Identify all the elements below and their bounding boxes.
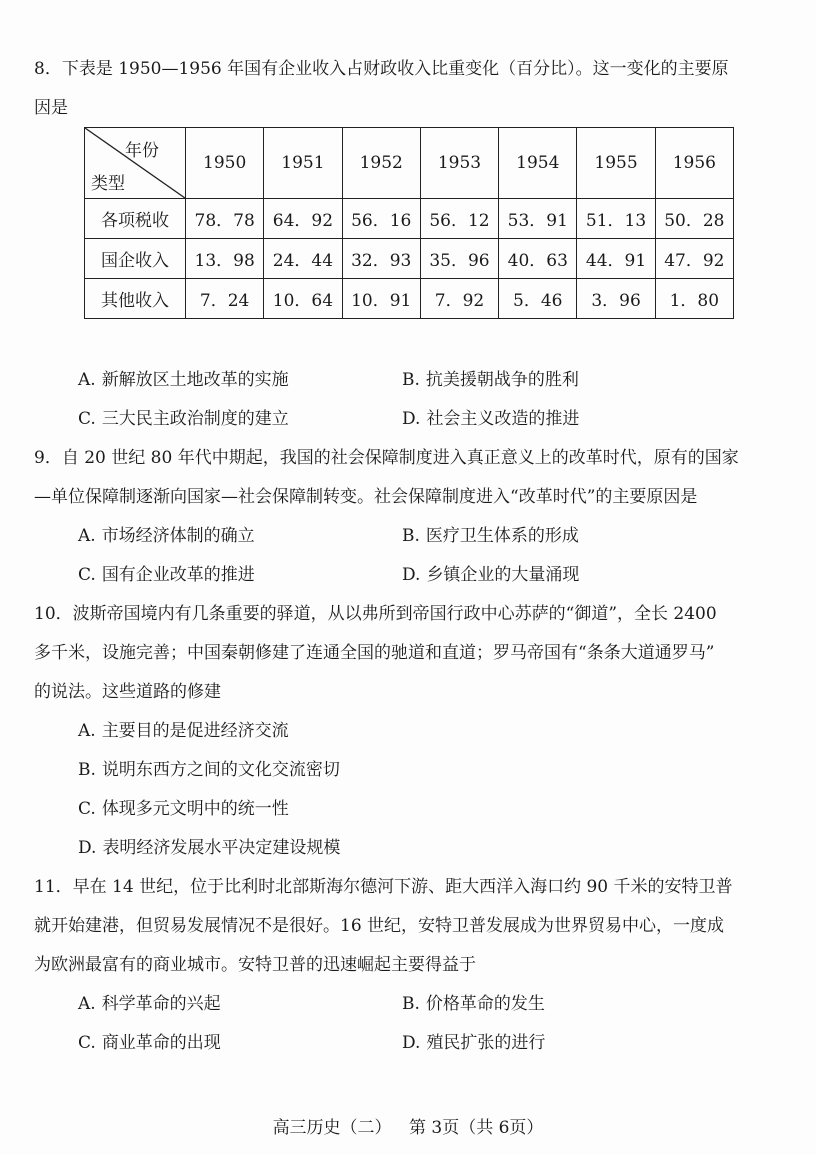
option-letter: C. [78, 799, 96, 819]
table-corner-cell [85, 128, 186, 199]
option-text: 商业革命的出现 [101, 1033, 221, 1053]
q10-stem-line2: 多千米，设施完善；中国秦朝修建了连通全国的驰道和直道；罗马帝国有“条条大道通罗马” [34, 643, 715, 663]
q10-option-c[interactable] [78, 796, 289, 822]
option-text: 社会主义改造的推进 [426, 409, 580, 429]
year-header: 1950 [186, 128, 264, 199]
q9-option-d[interactable] [402, 562, 579, 588]
table-cell: 13．98 [186, 239, 264, 279]
corner-label-year: 年份 [125, 141, 159, 161]
option-text: 殖民扩张的进行 [426, 1033, 546, 1053]
table-row [85, 239, 734, 279]
table-cell: 78．78 [186, 199, 264, 239]
table-cell: 7．92 [420, 279, 498, 319]
q8-stem-line2: 因是 [34, 98, 68, 118]
option-text: 主要目的是促进经济交流 [101, 721, 289, 741]
option-text: 医疗卫生体系的形成 [425, 526, 579, 546]
q11-stem-line1: 11．早在 14 世纪，位于比利时北部斯海尔德河下游、距大西洋入海口约 90 千米的安特卫普 [34, 877, 733, 897]
q11-stem-line2: 就开始建港，但贸易发展情况不是很好。16 世纪，安特卫普发展成为世界贸易中心，一度成 [34, 916, 725, 936]
option-letter: D. [78, 838, 97, 858]
row-label: 各项税收 [85, 199, 186, 239]
q8-stem-line1: 8．下表是 1950—1956 年国有企业收入占财政收入比重变化（百分比）。这一变化的主要原 [34, 59, 729, 79]
option-letter: D. [402, 565, 421, 585]
footer-subject: 高三历史（二） [272, 1118, 392, 1138]
table-cell: 56．16 [342, 199, 420, 239]
option-letter: A. [78, 370, 96, 390]
table-cell: 56．12 [420, 199, 498, 239]
q9-stem-line1: 9．自 20 世纪 80 年代中期起，我国的社会保障制度进入真正意义上的改革时代，原有的国家 [34, 448, 739, 468]
option-letter: C. [78, 1033, 96, 1053]
option-text: 体现多元文明中的统一性 [101, 799, 289, 819]
q11-option-c[interactable] [78, 1030, 221, 1056]
option-text: 国有企业改革的推进 [101, 565, 255, 585]
option-letter: D. [402, 1033, 421, 1053]
option-letter: D. [402, 409, 421, 429]
q11-stem-line3: 为欧洲最富有的商业城市。安特卫普的迅速崛起主要得益于 [34, 955, 476, 975]
option-text: 价格革命的发生 [425, 994, 545, 1014]
q9-stem-line2: —单位保障制逐渐向国家—社会保障制转变。社会保障制度进入“改革时代”的主要原因是 [34, 487, 698, 507]
option-letter: C. [78, 565, 96, 585]
row-label: 其他收入 [85, 279, 186, 319]
footer-page-number: 第 3页（共 6页） [408, 1118, 544, 1138]
page-footer [0, 1113, 816, 1138]
table-header-row [85, 128, 734, 199]
option-text: 新解放区土地改革的实施 [101, 370, 289, 390]
option-letter: A. [78, 721, 96, 741]
q10-option-b[interactable] [78, 757, 340, 783]
table-cell: 1．80 [655, 279, 733, 319]
q10-stem-line3: 的说法。这些道路的修建 [34, 682, 221, 702]
q8-option-d[interactable] [402, 406, 579, 432]
table-row [85, 279, 734, 319]
option-letter: C. [78, 409, 96, 429]
option-letter: B. [402, 370, 420, 390]
table-cell: 47．92 [655, 239, 733, 279]
table-cell: 64．92 [264, 199, 342, 239]
table-cell: 40．63 [499, 239, 577, 279]
option-letter: A. [78, 526, 96, 546]
q10-option-a[interactable] [78, 718, 289, 744]
q10-stem-line1: 10．波斯帝国境内有几条重要的驿道，从以弗所到帝国行政中心苏萨的“御道”，全长 2400 [34, 604, 717, 624]
q8-option-a[interactable] [78, 367, 289, 393]
table-cell: 35．96 [420, 239, 498, 279]
q11-option-b[interactable] [402, 991, 545, 1017]
table-cell: 53．91 [499, 199, 577, 239]
table-cell: 5．46 [499, 279, 577, 319]
year-header: 1956 [655, 128, 733, 199]
q9-option-c[interactable] [78, 562, 255, 588]
option-text: 市场经济体制的确立 [101, 526, 255, 546]
year-header: 1954 [499, 128, 577, 199]
row-label: 国企收入 [85, 239, 186, 279]
table-row [85, 199, 734, 239]
option-text: 三大民主政治制度的建立 [101, 409, 289, 429]
q11-option-d[interactable] [402, 1030, 545, 1056]
table-cell: 10．91 [342, 279, 420, 319]
q9-option-b[interactable] [402, 523, 579, 549]
q8-option-b[interactable] [402, 367, 579, 393]
table-cell: 3．96 [577, 279, 655, 319]
option-letter: A. [78, 994, 96, 1014]
q10-option-d[interactable] [78, 835, 340, 861]
corner-label-type: 类型 [91, 174, 125, 194]
table-cell: 32．93 [342, 239, 420, 279]
option-text: 说明东西方之间的文化交流密切 [101, 760, 340, 780]
q11-option-a[interactable] [78, 991, 221, 1017]
q8-option-c[interactable] [78, 406, 289, 432]
table-cell: 50．28 [655, 199, 733, 239]
option-text: 抗美援朝战争的胜利 [425, 370, 579, 390]
table-cell: 7．24 [186, 279, 264, 319]
option-text: 科学革命的兴起 [101, 994, 221, 1014]
table-cell: 24．44 [264, 239, 342, 279]
option-text: 表明经济发展水平决定建设规模 [102, 838, 341, 858]
option-letter: B. [402, 526, 420, 546]
year-header: 1953 [420, 128, 498, 199]
option-text: 乡镇企业的大量涌现 [426, 565, 580, 585]
year-header: 1955 [577, 128, 655, 199]
table-cell: 10．64 [264, 279, 342, 319]
table-cell: 51．13 [577, 199, 655, 239]
option-letter: B. [78, 760, 96, 780]
q8-data-table [84, 127, 734, 319]
year-header: 1951 [264, 128, 342, 199]
option-letter: B. [402, 994, 420, 1014]
year-header: 1952 [342, 128, 420, 199]
q9-option-a[interactable] [78, 523, 255, 549]
table-cell: 44．91 [577, 239, 655, 279]
